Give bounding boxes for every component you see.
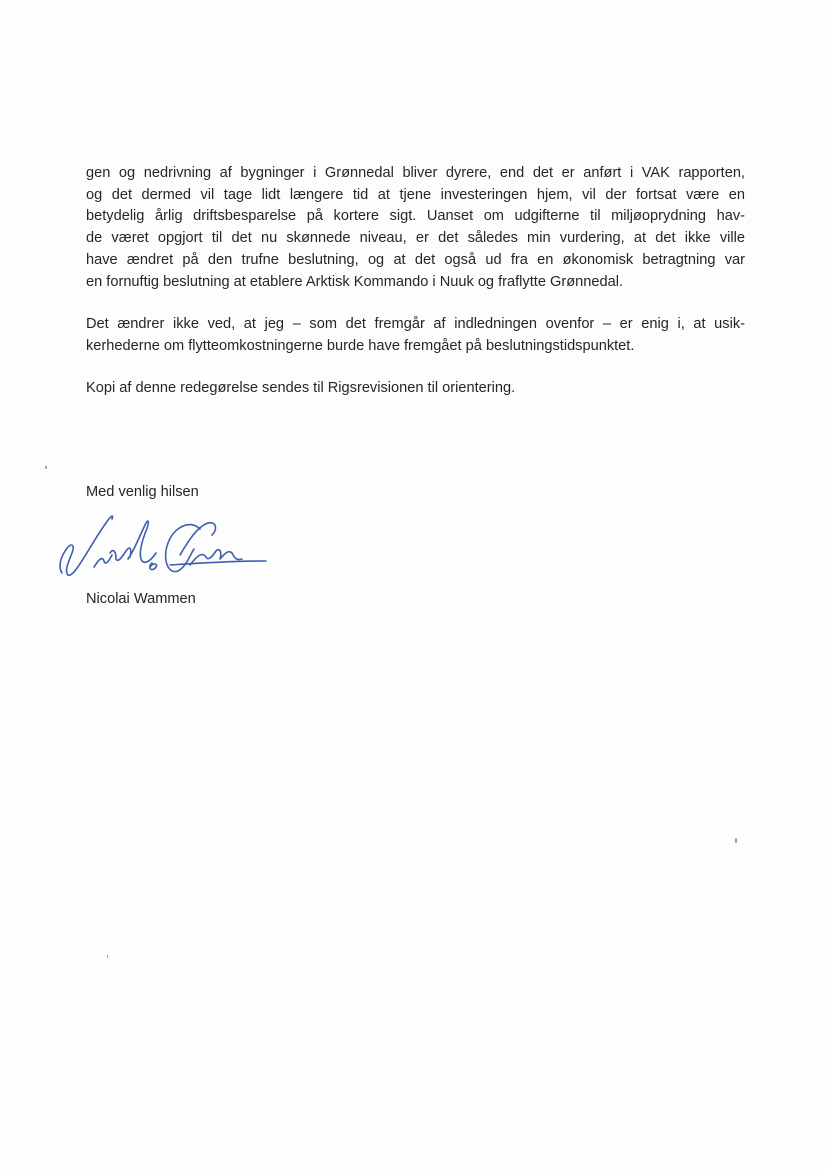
paragraph-line: have ændret på den trufne beslutning, og at det også ud fra en økonomisk betragtning var (86, 251, 745, 268)
paragraph-line: Det ændrer ikke ved, at jeg – som det fremgår af indledningen ovenfor – er enig i, at usik- (86, 316, 745, 332)
signature-strokes (60, 516, 266, 575)
scan-speck (107, 955, 108, 958)
paragraph-line: kerhederne om flytteomkostningerne burde have fremgået på beslutningstidspunktet. (86, 337, 635, 354)
paragraph-cost-assessment (86, 163, 745, 293)
paragraph-uncertainty (86, 314, 745, 357)
paragraph-line: Kopi af denne redegørelse sendes til Rigsrevisionen til orientering. (86, 380, 516, 396)
closing-salutation: Med venlig hilsen (86, 484, 199, 500)
scan-speck (45, 466, 47, 469)
paragraph-copy-note (86, 378, 745, 400)
paragraph-line: de været opgjort til det nu skønnede niveau, er det således min vurdering, at det ikke ville (86, 230, 745, 247)
paragraph-line: betydelig årlig driftsbesparelse på kortere sigt. Uanset om udgifterne til miljøoprydning hav- (86, 208, 745, 225)
handwritten-signature (50, 505, 270, 585)
scan-speck (735, 838, 737, 843)
paragraph-line: gen og nedrivning af bygninger i Grønnedal bliver dyrere, end det er anført i VAK rapporten, (86, 165, 745, 181)
paragraph-line: og det dermed vil tage lidt længere tid at tjene investeringen hjem, vil der fortsat være en (86, 186, 745, 203)
paragraph-line: en fornuftig beslutning at etablere Arktisk Kommando i Nuuk og fraflytte Grønnedal. (86, 273, 624, 290)
signer-name: Nicolai Wammen (86, 591, 196, 607)
